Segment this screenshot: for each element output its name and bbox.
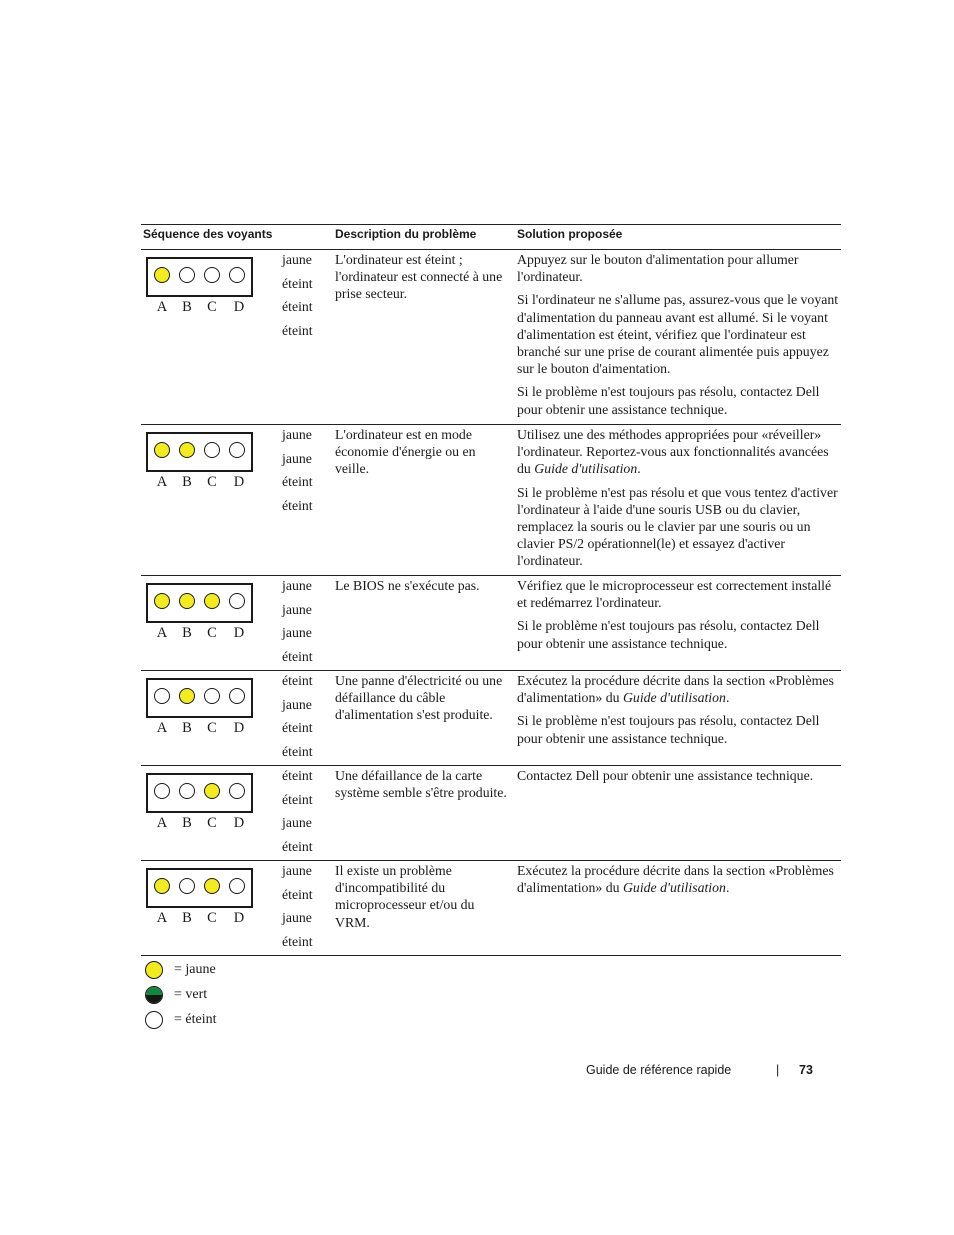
led-letters: [146, 814, 253, 832]
proposed-solution: [517, 251, 839, 424]
led-letter: C: [207, 720, 217, 736]
led-letter: C: [207, 474, 217, 490]
row-divider: [141, 860, 841, 861]
proposed-solution: [517, 426, 839, 576]
led-letter: A: [156, 625, 168, 641]
led-letter: B: [182, 474, 192, 490]
led-c-icon: [204, 688, 220, 704]
led-letter: A: [156, 815, 168, 831]
led-letters: [146, 473, 253, 491]
led-state-label: éteint: [282, 933, 313, 949]
row-divider: [141, 670, 841, 671]
solution-paragraph: Exécutez la procédure décrite dans la section «Problèmes d'alimentation» du Guide d'utilisation.: [517, 863, 834, 896]
led-state-label: jaune: [282, 578, 312, 593]
led-letter: C: [207, 625, 217, 641]
led-state-label: éteint: [282, 673, 313, 688]
led-letters: [146, 909, 253, 927]
led-panel: [146, 773, 253, 813]
problem-description: Une défaillance de la carte système semble s'être produite.: [335, 768, 507, 801]
led-letter: C: [207, 910, 217, 926]
legend-off-icon: [145, 1011, 163, 1029]
header-sequence: Séquence des voyants: [143, 227, 273, 241]
led-state-label: éteint: [282, 720, 313, 736]
led-d-icon: [229, 267, 245, 283]
led-d-icon: [229, 783, 245, 799]
led-letter: C: [207, 299, 217, 315]
led-letter: C: [207, 815, 217, 831]
solution-paragraph: Si le problème n'est toujours pas résolu, contactez Dell pour obtenir une assistance technique.: [517, 713, 820, 746]
row-divider: [141, 765, 841, 766]
page-number: 73: [799, 1063, 813, 1077]
legend-yellow-icon: [145, 961, 163, 979]
led-letters: [146, 298, 253, 316]
led-d-icon: [229, 878, 245, 894]
led-letter: A: [156, 720, 168, 736]
led-b-icon: [179, 442, 195, 458]
led-b-icon: [179, 878, 195, 894]
led-letter: A: [156, 299, 168, 315]
led-state-label: jaune: [282, 427, 312, 442]
led-letters: [146, 719, 253, 737]
row-divider: [141, 955, 841, 956]
led-state-label: éteint: [282, 497, 313, 513]
legend-label: = éteint: [174, 1012, 217, 1027]
legend-green-icon: [145, 986, 163, 1004]
table-top-rule: [141, 224, 841, 225]
led-state-label: jaune: [282, 696, 312, 712]
led-c-icon: [204, 783, 220, 799]
row-divider: [141, 575, 841, 576]
led-d-icon: [229, 442, 245, 458]
problem-description: Une panne d'électricité ou une défaillance du câble d'alimentation s'est produite.: [335, 673, 503, 723]
led-c-icon: [204, 878, 220, 894]
led-panel: [146, 678, 253, 718]
led-state-label: éteint: [282, 791, 313, 807]
led-a-icon: [154, 593, 170, 609]
led-b-icon: [179, 783, 195, 799]
led-b-icon: [179, 593, 195, 609]
guide-reference: Guide d'utilisation: [622, 690, 726, 706]
problem-description: Le BIOS ne s'exécute pas.: [335, 578, 480, 593]
problem-description: L'ordinateur est éteint ; l'ordinateur est connecté à une prise secteur.: [335, 252, 503, 302]
solution-paragraph: Si le problème n'est toujours pas résolu, contactez Dell pour obtenir une assistance technique.: [517, 384, 820, 417]
led-b-icon: [179, 267, 195, 283]
led-state-label: éteint: [282, 275, 313, 291]
led-state-label: éteint: [282, 648, 313, 664]
led-panel: [146, 583, 253, 623]
legend-label: = jaune: [174, 962, 216, 977]
led-state-label: jaune: [282, 450, 312, 466]
led-state-label: jaune: [282, 863, 312, 878]
solution-paragraph: Contactez Dell pour obtenir une assistance technique.: [517, 768, 814, 783]
led-panel: [146, 257, 253, 297]
led-letter: B: [182, 720, 192, 736]
led-a-icon: [154, 442, 170, 458]
led-letters: [146, 624, 253, 642]
led-b-icon: [179, 688, 195, 704]
proposed-solution: [517, 577, 839, 658]
led-c-icon: [204, 593, 220, 609]
led-panel: [146, 432, 253, 472]
led-panel: [146, 868, 253, 908]
led-letter: D: [233, 910, 245, 926]
solution-paragraph: Exécutez la procédure décrite dans la section «Problèmes d'alimentation» du Guide d'utilisation.: [517, 673, 834, 706]
solution-paragraph: Utilisez une des méthodes appropriées pour «réveiller» l'ordinateur. Reportez-vous aux fonctionnalités avancées du Guide d'utilisation.: [517, 427, 829, 477]
led-letter: D: [233, 625, 245, 641]
led-letter: A: [156, 474, 168, 490]
led-letter: D: [233, 815, 245, 831]
led-a-icon: [154, 878, 170, 894]
footer-title: Guide de référence rapide: [586, 1063, 732, 1077]
solution-paragraph: Si l'ordinateur ne s'allume pas, assurez-vous que le voyant d'alimentation du panneau avant est allumé. Si le voyant d'alimentation est éteint, vérifiez que l'ordinateur est branché sur une prise de courant alimentée puis appuyez sur le bouton d'aimentation.: [517, 292, 839, 377]
header-solution: Solution proposée: [517, 227, 623, 241]
led-state-label: éteint: [282, 743, 313, 759]
header-description: Description du problème: [335, 227, 477, 241]
led-letter: A: [156, 910, 168, 926]
solution-paragraph: Si le problème n'est toujours pas résolu, contactez Dell pour obtenir une assistance technique.: [517, 618, 820, 651]
led-state-label: éteint: [282, 768, 313, 783]
led-letter: D: [233, 474, 245, 490]
solution-paragraph: Appuyez sur le bouton d'alimentation pour allumer l'ordinateur.: [517, 252, 799, 285]
led-letter: B: [182, 910, 192, 926]
guide-reference: Guide d'utilisation: [622, 880, 726, 896]
led-state-label: jaune: [282, 601, 312, 617]
header-rule: [141, 249, 841, 250]
led-letter: D: [233, 720, 245, 736]
led-a-icon: [154, 267, 170, 283]
proposed-solution: [517, 767, 839, 790]
led-letter: B: [182, 299, 192, 315]
led-state-label: éteint: [282, 886, 313, 902]
legend-label: = vert: [174, 987, 208, 1002]
led-c-icon: [204, 442, 220, 458]
row-divider: [141, 424, 841, 425]
footer-separator: |: [776, 1063, 780, 1077]
solution-paragraph: Si le problème n'est pas résolu et que vous tentez d'activer l'ordinateur à l'aide d'une souris USB ou du clavier, remplacez la souris ou le clavier par une souris ou un clavier PS/2 opérationnel(le) et essayez d'activer l'ordinateur.: [517, 484, 838, 569]
led-c-icon: [204, 267, 220, 283]
led-state-label: jaune: [282, 815, 312, 831]
led-d-icon: [229, 688, 245, 704]
led-state-label: éteint: [282, 322, 313, 338]
problem-description: Il existe un problème d'incompatibilité du microprocesseur et/ou du VRM.: [335, 863, 475, 930]
proposed-solution: [517, 672, 839, 753]
led-a-icon: [154, 783, 170, 799]
led-letter: B: [182, 625, 192, 641]
led-letter: B: [182, 815, 192, 831]
led-letter: D: [233, 299, 245, 315]
proposed-solution: [517, 862, 839, 902]
led-d-icon: [229, 593, 245, 609]
problem-description: L'ordinateur est en mode économie d'énergie ou en veille.: [335, 427, 476, 477]
guide-reference: Guide d'utilisation: [534, 461, 638, 477]
led-state-label: éteint: [282, 299, 313, 315]
led-state-label: éteint: [282, 474, 313, 490]
led-state-label: jaune: [282, 252, 312, 267]
led-state-label: jaune: [282, 910, 312, 926]
led-state-label: éteint: [282, 838, 313, 854]
led-state-label: jaune: [282, 625, 312, 641]
solution-paragraph: Vérifiez que le microprocesseur est correctement installé et redémarrez l'ordinateur.: [517, 578, 832, 611]
led-a-icon: [154, 688, 170, 704]
